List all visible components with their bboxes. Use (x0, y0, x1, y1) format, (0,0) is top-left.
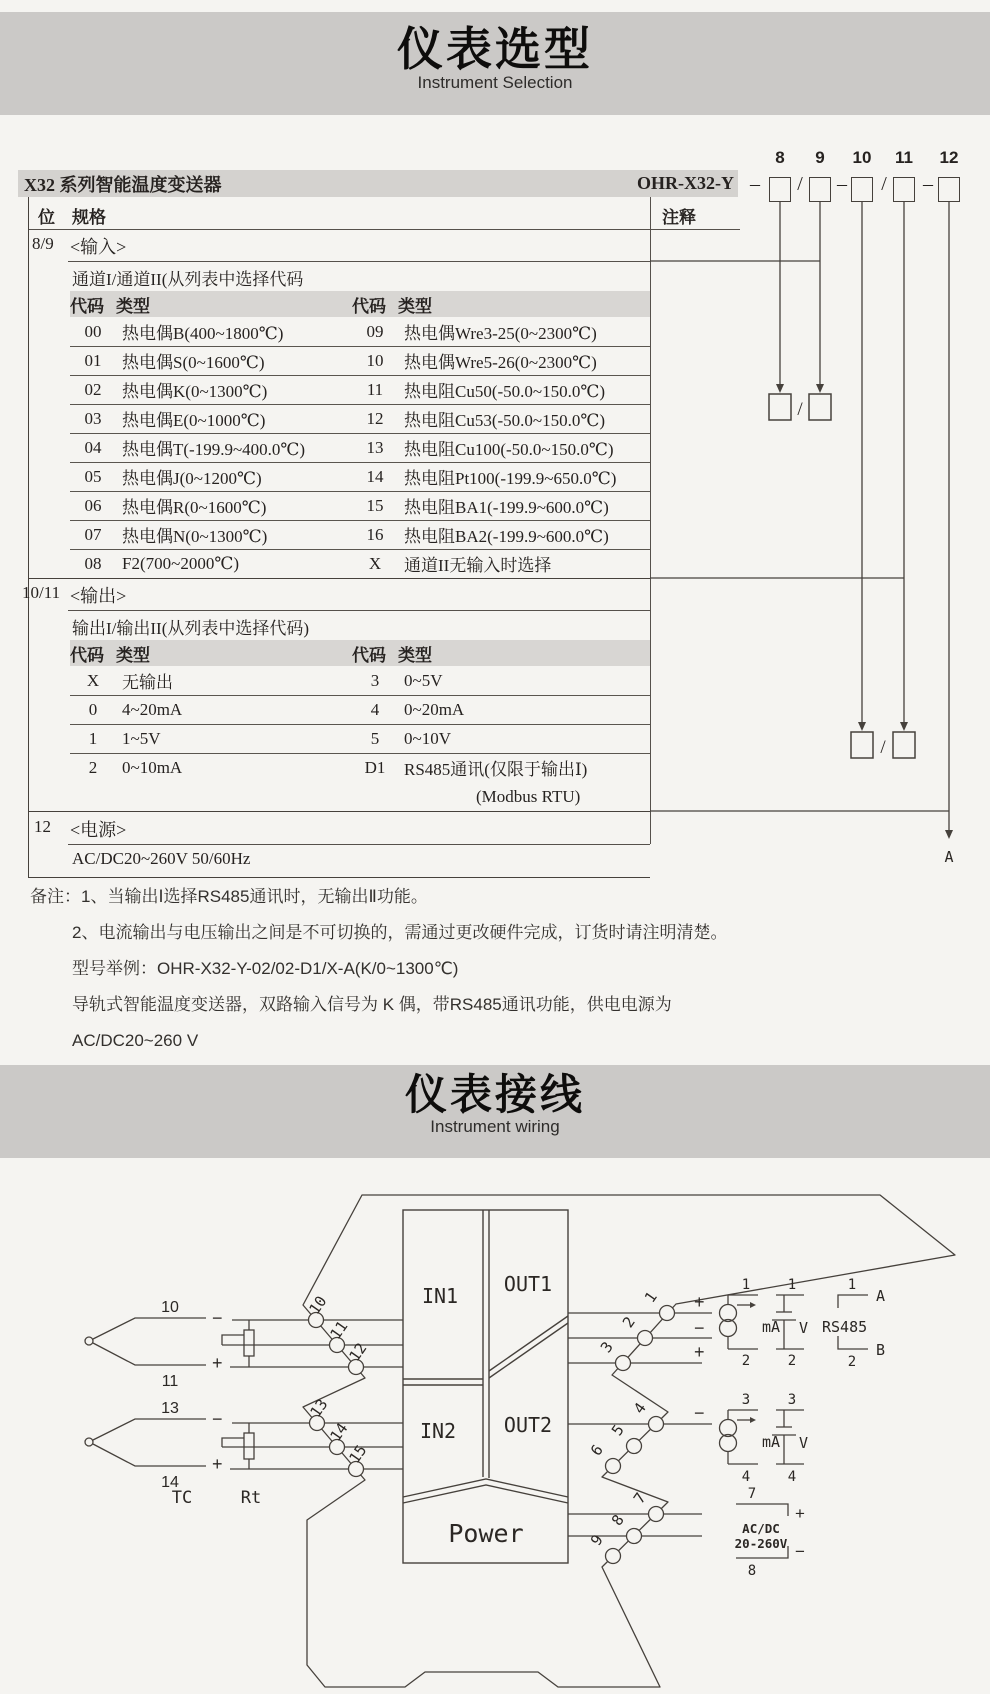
digit-label-12: 12 (939, 148, 959, 167)
module-body (403, 1210, 568, 1563)
page-title: 仪表选型 (397, 23, 593, 75)
terminal-label-12: 12 (345, 1339, 371, 1365)
terminal-label-14: 14 (326, 1419, 352, 1445)
rs485-label: RS485 (822, 1318, 868, 1336)
psu-terminal-bottom: 8 (747, 1563, 757, 1579)
out2-minus-sign: − (694, 1403, 705, 1423)
note-line-2: 2、电流输出与电压输出之间是不可切换的，需通过更改硬件完成，订货时请注明清楚。 (72, 923, 728, 942)
hdr-type: 类型 (116, 296, 150, 316)
code-cell: 06 (84, 495, 102, 515)
output-code-box-2 (893, 732, 915, 758)
type-cell: 无输出 (122, 673, 173, 692)
code-cell: 2 (88, 757, 98, 777)
section-header-wiring (0, 1065, 990, 1158)
terminal-label-3: 3 (596, 1338, 617, 1356)
type-cell: 0~10mA (122, 757, 183, 777)
code-cell: 04 (84, 437, 102, 457)
psu-minus-sign: − (795, 1542, 805, 1561)
code-cell: 0 (88, 699, 98, 719)
thermocouple-symbol-1 (85, 1318, 206, 1365)
terminal-label-5: 5 (607, 1421, 628, 1439)
type-cell: 0~5V (404, 670, 443, 690)
meter2-terminal-bottom: 2 (787, 1353, 797, 1369)
input-subtitle: 通道I/通道II(从列表中选择代码 (72, 270, 304, 289)
note-line-3: 型号举例：OHR-X32-Y-02/02-D1/X-A(K/0~1300℃) (72, 959, 459, 978)
code-cell: 09 (366, 321, 384, 341)
rtd-resistor-2 (222, 1423, 254, 1469)
code-cell: 5 (370, 728, 380, 748)
out1-minus-sign: − (694, 1318, 705, 1338)
input-code-box-2 (809, 394, 831, 420)
type-cell: 0~10V (404, 728, 451, 748)
digit-label-8: 8 (775, 148, 785, 167)
psu-terminal-top: 7 (747, 1486, 757, 1502)
arrowheads (776, 384, 953, 839)
code-cell: 08 (84, 553, 102, 573)
sensor2-bottom-terminal: 14 (161, 1474, 179, 1491)
input-code-box-1 (769, 394, 791, 420)
out2-plus-sign: + (694, 1342, 705, 1362)
terminal-label-8: 8 (607, 1511, 628, 1529)
terminal-label-10: 10 (305, 1292, 331, 1318)
terminal-label-7: 7 (629, 1489, 650, 1507)
hdr-code: 代码 (70, 296, 104, 316)
terminal-label-15: 15 (345, 1441, 371, 1467)
model-separator: – (750, 173, 760, 195)
page-subtitle: Instrument Selection (417, 73, 573, 93)
section-header-selection (0, 12, 990, 115)
power-value: AC/DC20~260V 50/60Hz (72, 849, 251, 868)
type-cell: 热电阻BA2(-199.9~600.0℃) (404, 527, 609, 546)
hdr-code: 代码 (352, 645, 386, 665)
type-cell: 热电阻Cu50(-50.0~150.0℃) (404, 382, 606, 401)
type-cell: 热电偶R(0~1600℃) (122, 498, 267, 517)
hdr-type: 类型 (398, 296, 432, 316)
code-cell: 16 (366, 524, 384, 544)
rt-label: Rt (240, 1488, 262, 1508)
pair-slash: / (880, 737, 886, 758)
terminal-label-6: 6 (586, 1441, 607, 1459)
type-cell: 热电阻Cu100(-50.0~150.0℃) (404, 440, 614, 459)
note-line-1: 备注：1、当输出Ⅰ选择RS485通讯时，无输出Ⅱ功能。 (30, 887, 428, 906)
meter1-terminal-top: 1 (741, 1277, 751, 1293)
type-cell: 热电阻Pt100(-199.9~650.0℃) (404, 469, 617, 488)
rtd-resistor-1 (222, 1320, 254, 1367)
model-separator: – (923, 173, 933, 195)
type-cell: RS485通讯(仅限于输出Ⅰ) (404, 760, 588, 779)
rs485-a-label: A (876, 1287, 886, 1305)
code-cell: 14 (366, 466, 384, 486)
v-unit-label: V (799, 1434, 809, 1452)
wiring-diagram (0, 1185, 990, 1694)
tc-label: TC (171, 1488, 193, 1508)
hdr-type: 类型 (398, 645, 432, 665)
sensor1-plus-sign: + (212, 1353, 223, 1373)
code-cell: 4 (370, 699, 380, 719)
note-line-5: AC/DC20~260 V (72, 1031, 199, 1050)
sensor1-top-terminal: 10 (161, 1299, 179, 1316)
type-cell: 热电偶E(0~1000℃) (122, 411, 266, 430)
current-arrow-icon (750, 1417, 756, 1423)
code-cell: 12 (366, 408, 384, 428)
ma-meter-2 (720, 1392, 781, 1485)
tc-junction-icon (85, 1438, 93, 1446)
ma-unit-label: mA (762, 1433, 781, 1451)
code-cell: 01 (84, 350, 102, 370)
hdr-code: 代码 (352, 296, 386, 316)
type-cell: 热电偶B(400~1800℃) (122, 324, 284, 343)
type-cell: 1~5V (122, 728, 161, 748)
psu-plus-sign: + (795, 1504, 805, 1523)
type-cell: 热电偶Wre3-25(0~2300℃) (404, 324, 597, 343)
meter4-terminal-bottom: 4 (787, 1469, 797, 1485)
thermocouple-symbol-2 (85, 1419, 206, 1466)
block-label-in2: IN2 (419, 1419, 457, 1443)
model-separator: / (797, 173, 803, 195)
type-cell: F2(700~2000℃) (122, 553, 239, 573)
code-cell: 00 (84, 321, 102, 341)
type-cell: 4~20mA (122, 699, 183, 719)
note-line-4: 导轨式智能温度变送器，双路输入信号为 K 偶，带RS485通讯功能，供电电源为 (72, 995, 672, 1014)
power-target-label: A (944, 848, 954, 866)
type-cell: 热电偶K(0~1300℃) (122, 382, 268, 401)
terminal-label-9: 9 (586, 1531, 607, 1549)
sensor2-minus-sign: − (212, 1409, 223, 1429)
psu-acdc-label: AC/DC (742, 1521, 780, 1536)
type-cell: 通道II无输入时选择 (404, 556, 552, 575)
model-separator: / (881, 173, 887, 195)
wiring-title: 仪表接线 (404, 1071, 585, 1118)
sensor2-plus-sign: + (212, 1454, 223, 1474)
code-cell: 1 (88, 728, 98, 748)
code-cell: 3 (370, 670, 380, 690)
wiring-subtitle: Instrument wiring (430, 1117, 560, 1137)
rs485-terminal-top: 1 (847, 1277, 857, 1293)
hdr-type: 类型 (116, 645, 150, 665)
input-title: <输入> (70, 237, 127, 257)
terminal-label-4: 4 (629, 1399, 650, 1417)
power-title: <电源> (70, 820, 127, 840)
digit-label-11: 11 (895, 148, 913, 167)
out1-plus-sign: + (694, 1292, 705, 1312)
type-cell: 热电偶S(0~1600℃) (122, 353, 265, 372)
type-cell: 热电偶J(0~1200℃) (122, 469, 262, 488)
code-cell: D1 (364, 757, 386, 777)
sensor1-bottom-terminal: 11 (161, 1373, 179, 1390)
code-cell: 13 (366, 437, 384, 457)
meter3-terminal-top: 3 (741, 1392, 751, 1408)
model-prefix: OHR-X32-Y (637, 173, 734, 193)
output-code-box-1 (851, 732, 873, 758)
code-cell: 05 (84, 466, 102, 486)
meter4-terminal-top: 3 (787, 1392, 797, 1408)
output-title: <输出> (70, 586, 127, 606)
digit-label-9: 9 (815, 148, 825, 167)
rs485-terminal (822, 1277, 885, 1370)
type-cell: 0~20mA (404, 699, 465, 719)
rs485-b-label: B (876, 1341, 886, 1359)
code-cell: X (86, 670, 100, 690)
sensor1-minus-sign: − (212, 1308, 223, 1328)
digit-label-10: 10 (852, 148, 872, 167)
psu-voltage-label: 20-260V (734, 1536, 788, 1551)
col-header-pos: 位 (38, 208, 55, 227)
power-supply-legend (735, 1486, 805, 1579)
output-pos: 10/11 (22, 583, 61, 602)
code-cell: 03 (84, 408, 102, 428)
input-pos: 8/9 (32, 234, 54, 253)
model-separator: – (837, 173, 847, 195)
type-cell: 热电阻BA1(-199.9~600.0℃) (404, 498, 609, 517)
code-cell: 07 (84, 524, 102, 544)
ma-unit-label: mA (762, 1318, 781, 1336)
meter2-terminal-top: 1 (787, 1277, 797, 1293)
code-cell: 02 (84, 379, 102, 399)
code-cell: 15 (366, 495, 384, 515)
code-cell: X (368, 553, 382, 573)
type-cell: 热电偶T(-199.9~400.0℃) (122, 440, 306, 459)
block-label-out1: OUT1 (503, 1272, 553, 1296)
pair-slash: / (797, 399, 803, 420)
meter3-terminal-bottom: 4 (741, 1469, 751, 1485)
col-header-spec: 规格 (72, 208, 106, 227)
ma-meter-1 (720, 1277, 781, 1369)
meter1-terminal-bottom: 2 (741, 1353, 751, 1369)
modbus-note: (Modbus RTU) (476, 787, 581, 806)
v-unit-label: V (799, 1319, 809, 1337)
code-cell: 11 (366, 379, 384, 399)
tc-junction-icon (85, 1337, 93, 1345)
series-label: X32 系列智能温度变送器 (24, 174, 222, 195)
block-label-out2: OUT2 (503, 1413, 553, 1437)
power-pos: 12 (34, 817, 51, 836)
type-cell: 热电阻Cu53(-50.0~150.0℃) (404, 411, 606, 430)
current-arrow-icon (750, 1302, 756, 1308)
hdr-code: 代码 (70, 645, 104, 665)
terminal-label-11: 11 (326, 1317, 352, 1343)
col-header-note: 注释 (662, 208, 696, 227)
type-cell: 热电偶N(0~1300℃) (122, 527, 268, 546)
code-cell: 10 (366, 350, 384, 370)
block-label-in1: IN1 (421, 1284, 459, 1308)
terminal-label-1: 1 (640, 1288, 661, 1306)
terminal-label-2: 2 (618, 1313, 639, 1331)
terminal-label-13: 13 (306, 1395, 332, 1421)
output-subtitle: 输出I/输出II(从列表中选择代码) (72, 619, 310, 638)
sensor2-top-terminal: 13 (161, 1400, 179, 1417)
input-wires (222, 1317, 403, 1469)
block-label-power: Power (448, 1519, 524, 1548)
type-cell: 热电偶Wre5-26(0~2300℃) (404, 353, 597, 372)
rs485-terminal-bottom: 2 (847, 1354, 857, 1370)
